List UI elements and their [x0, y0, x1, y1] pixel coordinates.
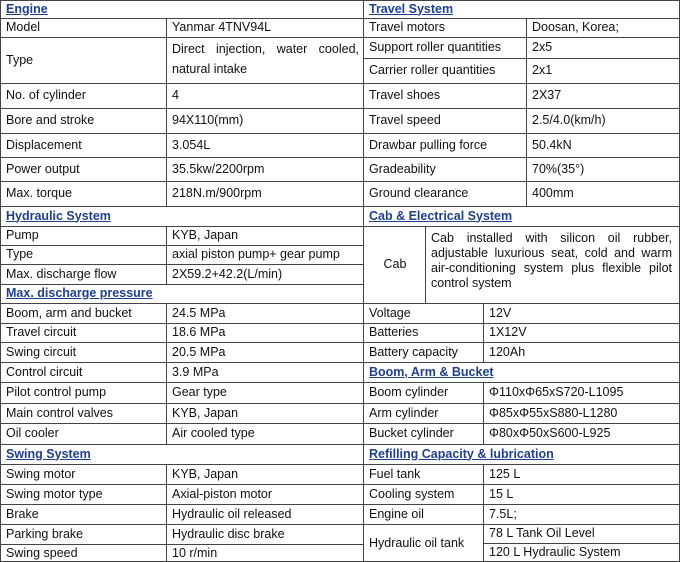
grid-line	[0, 382, 363, 383]
spec-value: 3.054L	[172, 137, 211, 152]
spec-label: Oil cooler	[6, 426, 59, 440]
spec-label: Arm cylinder	[369, 405, 439, 420]
spec-label: Swing circuit	[6, 344, 77, 359]
spec-label: Max. torque	[6, 186, 73, 200]
spec-value: Axial-piston motor	[172, 486, 273, 501]
grid-line	[526, 181, 527, 206]
grid-line	[0, 323, 363, 324]
grid-line	[363, 504, 680, 505]
spec-label: No. of cylinder	[6, 88, 86, 102]
spec-value: 12V	[489, 305, 512, 320]
spec-label: Brake	[6, 506, 39, 521]
grid-line	[0, 504, 363, 505]
grid-line	[0, 403, 363, 404]
grid-line	[0, 444, 363, 445]
spec-value: 2.5/4.0(km/h)	[532, 113, 606, 127]
grid-line	[0, 0, 1, 562]
spec-value: 218N.m/900rpm	[172, 186, 262, 200]
section-heading: Refilling Capacity & lubrication	[369, 446, 554, 461]
spec-value: axial piston pump+ gear pump	[172, 247, 340, 261]
grid-line	[363, 464, 680, 465]
grid-line	[0, 303, 363, 304]
spec-value: 120 L Hydraulic System	[489, 545, 621, 559]
spec-value: 70%(35°)	[532, 161, 585, 176]
grid-line	[0, 544, 363, 545]
spec-value: 2x5	[532, 40, 553, 54]
grid-line	[0, 133, 363, 134]
grid-line	[425, 226, 426, 303]
spec-label: Type	[6, 247, 34, 261]
grid-line	[526, 157, 527, 181]
spec-label: Power output	[6, 161, 80, 176]
spec-value: 15 L	[489, 486, 514, 501]
grid-line	[0, 524, 363, 525]
spec-label: Swing speed	[6, 545, 78, 560]
spec-value: Gear type	[172, 385, 227, 399]
spec-label: Bore and stroke	[6, 113, 95, 127]
section-heading: Max. discharge pressure	[6, 286, 153, 300]
grid-line	[0, 206, 363, 207]
grid-line	[363, 0, 364, 562]
spec-label: Pilot control pump	[6, 385, 107, 399]
spec-value: Hydraulic oil released	[172, 506, 292, 521]
grid-line	[526, 83, 527, 108]
spec-value: Cab installed with silicon oil rubber, adjustable luxurious seat, cold and warm air-conditioning system plus flexible pilot control system	[431, 231, 672, 290]
spec-value: 50.4kN	[532, 137, 572, 152]
spec-label: Batteries	[369, 325, 419, 339]
section-heading: Cab & Electrical System	[369, 208, 513, 223]
grid-line	[166, 464, 167, 562]
grid-line	[363, 108, 680, 109]
spec-value: 24.5 MPa	[172, 305, 226, 320]
grid-line	[526, 58, 527, 83]
spec-label: Cooling system	[369, 486, 455, 501]
grid-line	[166, 18, 167, 206]
grid-line	[363, 0, 680, 1]
grid-line	[363, 181, 680, 182]
spec-value: 3.9 MPa	[172, 364, 219, 379]
spec-value: Yanmar 4TNV94L	[172, 20, 272, 34]
grid-line	[483, 543, 680, 544]
spec-label: Gradeability	[369, 161, 436, 176]
grid-line	[483, 403, 484, 423]
grid-line	[363, 18, 680, 19]
spec-label: Pump	[6, 228, 39, 242]
grid-line	[166, 303, 167, 444]
grid-line	[0, 423, 363, 424]
spec-value: KYB, Japan	[172, 228, 239, 242]
grid-line	[483, 382, 484, 403]
spec-label: Carrier roller quantities	[369, 63, 496, 77]
spec-value: 2X59.2+42.2(L/min)	[172, 266, 283, 281]
grid-line	[363, 37, 680, 38]
spec-label: Boom, arm and bucket	[6, 305, 132, 320]
spec-label: Bucket cylinder	[369, 426, 454, 440]
spec-value: KYB, Japan	[172, 466, 239, 481]
spec-value: 35.5kw/2200rpm	[172, 161, 265, 176]
grid-line	[363, 444, 680, 445]
grid-line	[483, 342, 484, 362]
section-heading: Swing System	[6, 446, 91, 461]
spec-value: 18.6 MPa	[172, 325, 226, 339]
grid-line	[483, 323, 484, 342]
spec-value: Air cooled type	[172, 426, 255, 440]
spec-value: 7.5L;	[489, 506, 517, 521]
spec-label: Battery capacity	[369, 344, 458, 359]
grid-line	[0, 484, 363, 485]
grid-line	[363, 133, 680, 134]
spec-value: 10 r/min	[172, 545, 218, 560]
section-heading: Engine	[6, 1, 48, 16]
spec-value: Hydraulic disc brake	[172, 526, 285, 541]
grid-line	[0, 83, 363, 84]
spec-value: 400mm	[532, 186, 574, 200]
spec-label: Main control valves	[6, 405, 113, 420]
spec-label: Displacement	[6, 137, 82, 152]
spec-label: Fuel tank	[369, 466, 421, 481]
grid-line	[363, 83, 680, 84]
spec-label: Drawbar pulling force	[369, 137, 488, 152]
spec-value: Φ110xΦ65xS720-L1095	[489, 385, 624, 399]
grid-line	[483, 504, 484, 524]
grid-line	[363, 157, 680, 158]
grid-line	[526, 108, 527, 133]
spec-label: Max. discharge flow	[6, 266, 117, 281]
grid-line	[0, 37, 363, 38]
spec-label: Hydraulic oil tank	[369, 535, 465, 550]
grid-line	[363, 524, 680, 525]
spec-value: 125 L	[489, 466, 521, 481]
grid-line	[363, 342, 680, 343]
spec-label: Travel shoes	[369, 88, 441, 102]
spec-label: Travel motors	[369, 20, 445, 34]
spec-label: Travel circuit	[6, 325, 77, 339]
section-heading: Travel System	[369, 1, 454, 16]
spec-label: Voltage	[369, 305, 411, 320]
grid-line	[0, 181, 363, 182]
spec-label: Parking brake	[6, 526, 84, 541]
grid-line	[483, 484, 484, 504]
spec-value: 4	[172, 88, 179, 102]
grid-line	[526, 133, 527, 157]
grid-line	[363, 226, 680, 227]
section-heading: Boom, Arm & Bucket	[369, 364, 494, 379]
spec-value: Direct injection, water cooled, natural intake	[172, 42, 359, 76]
grid-line	[363, 403, 680, 404]
spec-label: Type	[6, 52, 34, 67]
grid-line	[363, 423, 680, 424]
grid-line	[0, 362, 363, 363]
grid-line	[526, 18, 527, 37]
spec-value: 20.5 MPa	[172, 344, 226, 359]
grid-line	[363, 206, 680, 207]
spec-label: Swing motor type	[6, 486, 103, 501]
grid-line	[363, 362, 680, 363]
grid-line	[0, 264, 363, 265]
spec-label: Swing motor	[6, 466, 76, 481]
spec-label: Control circuit	[6, 364, 83, 379]
spec-label: Engine oil	[369, 506, 424, 521]
grid-line	[0, 342, 363, 343]
spec-label: Model	[6, 20, 41, 34]
grid-line	[0, 0, 363, 1]
grid-line	[166, 226, 167, 284]
spec-value: Φ80xΦ50xS600-L925	[489, 426, 611, 440]
grid-line	[363, 484, 680, 485]
grid-line	[483, 303, 484, 323]
grid-line	[363, 323, 680, 324]
spec-label: Travel speed	[369, 113, 441, 127]
spec-label: Cab	[383, 257, 407, 271]
spec-label: Support roller quantities	[369, 40, 502, 54]
spec-value: 2x1	[532, 63, 553, 77]
spec-value: KYB, Japan	[172, 405, 239, 420]
grid-line	[0, 226, 363, 227]
spec-label: Ground clearance	[369, 186, 469, 200]
grid-line	[0, 464, 363, 465]
spec-label: Boom cylinder	[369, 385, 449, 399]
grid-line	[363, 58, 680, 59]
grid-line	[0, 108, 363, 109]
grid-line	[363, 303, 680, 304]
spec-value: 2X37	[532, 88, 562, 102]
spec-value: Doosan, Korea;	[532, 20, 619, 34]
spec-value: 120Ah	[489, 344, 526, 359]
spec-value: Φ85xΦ55xS880-L1280	[489, 405, 618, 420]
grid-line	[483, 464, 484, 484]
grid-line	[0, 284, 363, 285]
grid-line	[0, 245, 363, 246]
grid-line	[0, 18, 363, 19]
spec-value: 94X110(mm)	[172, 113, 244, 127]
spec-value: 1X12V	[489, 325, 527, 339]
spec-value: 78 L Tank Oil Level	[489, 526, 595, 540]
grid-line	[363, 382, 680, 383]
grid-line	[0, 157, 363, 158]
grid-line	[526, 37, 527, 58]
grid-line	[483, 423, 484, 444]
section-heading: Hydraulic System	[6, 208, 111, 223]
